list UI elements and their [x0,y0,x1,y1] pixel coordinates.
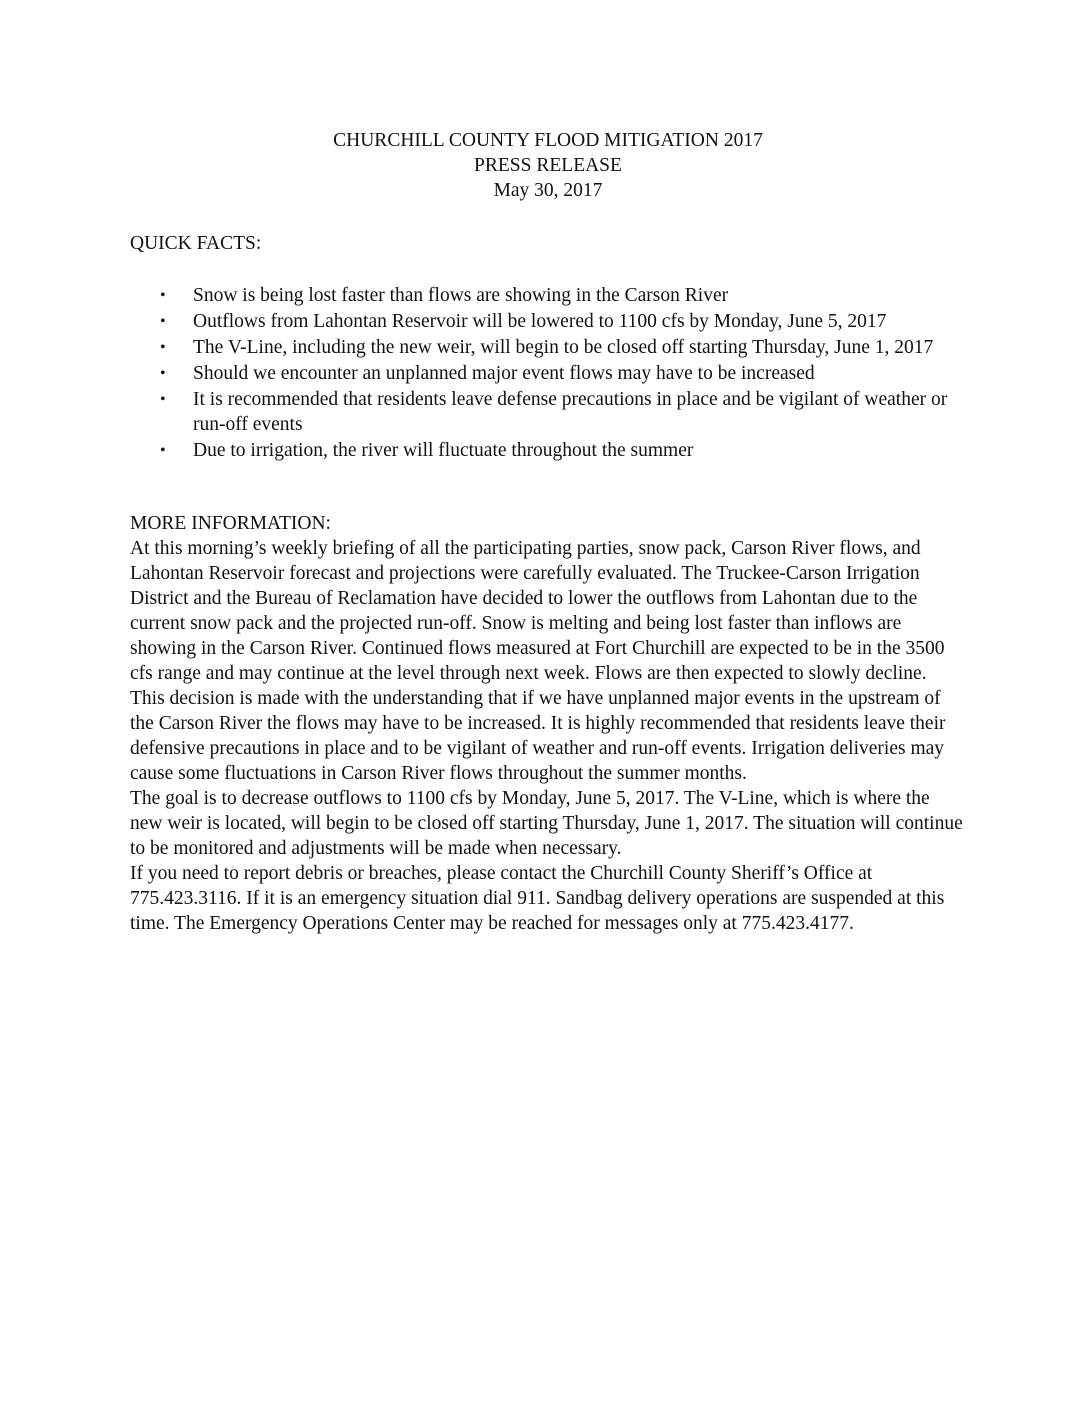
list-item-text: Due to irrigation, the river will fluctuate throughout the summer [193,440,694,461]
list-item-text: Outflows from Lahontan Reservoir will be lowered to 1100 cfs by Monday, June 5, 2017 [193,311,887,332]
paragraph-goal: The goal is to decrease outflows to 1100 cfs by Monday, June 5, 2017. The V-Line, which is where the new weir is located, will begin to be closed off starting Thursday, June 1, 2017. The situation will continue to be monitored and adjustments will be made when necessary. [130,788,963,859]
heading-subtitle: PRESS RELEASE [474,155,622,176]
quick-facts-label: QUICK FACTS: [130,233,262,254]
list-item-text: The V-Line, including the new weir, will begin to be closed off starting Thursday, June 1, 2017 [193,337,934,358]
list-item [130,283,966,308]
bullet-icon: • [160,339,166,356]
list-item [130,361,966,386]
paragraph-contact: If you need to report debris or breaches, please contact the Churchill County Sheriff’s Office at 775.423.3116. If it is an emergency situation dial 911. Sandbag delivery operations are suspended at this time. The Emergency Operations Center may be reached for messages only at 775.423.4177. [130,863,945,934]
paragraph-briefing: At this morning’s weekly briefing of all the participating parties, snow pack, Carson River flows, and Lahontan Reservoir forecast and projections were carefully evaluated. The Truckee-Carson Irrigation District and the Bureau of Reclamation have decided to lower the outflows from Lahontan due to the current snow pack and the projected run-off. Snow is melting and being lost faster than inflows are showing in the Carson River. Continued flows measured at Fort Churchill are expected to be in the 3500 cfs range and may continue at the level through next week. Flows are then expected to slowly decline. [130,538,945,684]
more-information-label: MORE INFORMATION: [130,513,331,534]
document-heading [130,128,966,203]
list-item-text: Snow is being lost faster than flows are showing in the Carson River [193,285,729,306]
document-body [130,128,966,936]
list-item-text: It is recommended that residents leave defense precautions in place and be vigilant of weather or run-off events [193,389,948,435]
paragraph-decision: This decision is made with the understanding that if we have unplanned major events in the upstream of the Carson River the flows may have to be increased. It is highly recommended that residents leave their defensive precautions in place and to be vigilant of weather and run-off events. Irrigation deliveries may cause some fluctuations in Carson River flows throughout the summer months. [130,688,946,784]
quick-facts-list [130,283,966,463]
list-item-text: Should we encounter an unplanned major event flows may have to be increased [193,363,815,384]
bullet-icon: • [160,365,166,382]
list-item [130,438,966,463]
list-item [130,387,966,437]
bullet-icon: • [160,442,166,459]
heading-title: CHURCHILL COUNTY FLOOD MITIGATION 2017 [333,130,763,151]
bullet-icon: • [160,391,166,408]
bullet-icon: • [160,287,166,304]
list-item [130,335,966,360]
heading-date: May 30, 2017 [493,180,603,201]
list-item [130,309,966,334]
bullet-icon: • [160,313,166,330]
